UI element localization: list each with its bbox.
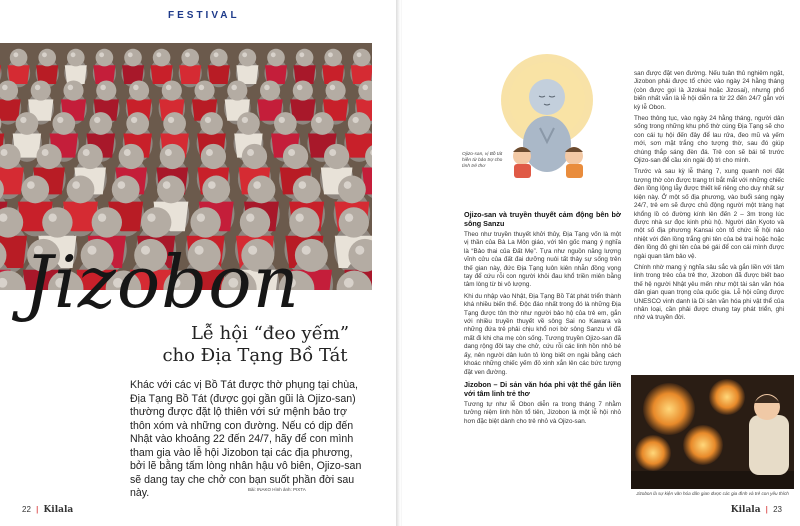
column-b-paragraph-4: Chính nhờ mang ý nghĩa sâu sắc và gắn liền với tâm linh trong trẻo của trẻ thơ, Jizobon đã được biết bao thế hệ người Nhật yêu mến như một tài sản văn hóa dân gian quan trọng của quốc gia. Lễ hội cũng được UNESCO vinh danh là Di sản văn hóa phi vật thể của nhân loại, cần phải được chung tay phát triển, ghi nhớ và truyền đời. — [634, 263, 784, 322]
article-title: Jizobon — [24, 240, 300, 324]
right-page — [402, 0, 800, 526]
page-number-right: 23 — [773, 505, 782, 514]
intro-paragraph: Khác với các vị Bồ Tát được thờ phụng tại chùa, Địa Tạng Bồ Tát (được gọi gần gũi là Ojizo-san) thường được đặt lộ thiên với sứ mệnh bảo trợ thôn xóm và những con đường. Nếu có dịp đến Nhật vào khoảng 22 đến 24/7, hãy để con mình tham gia vào lễ hội Jizobon tại các địa phương, bởi lẽ bằng tấm lòng nhân hậu vô biên, Ojizo-san sẽ dang tay che chở con bạn suốt phần đời sau này. — [130, 379, 362, 499]
article-subtitle-line2: cho Địa Tạng Bồ Tát — [162, 345, 348, 366]
column-a — [464, 210, 621, 429]
page-number-left: 22 — [22, 505, 31, 514]
lantern-child-image — [631, 375, 794, 489]
photo-caption: Jizobon là sự kiện văn hóa dân gian được các gia đình và trẻ con yêu thích — [636, 491, 789, 496]
column-a-heading-1: Ojizo-san và truyền thuyết cảm động bên bờ sông Sanzu — [464, 210, 621, 228]
section-label: FESTIVAL — [168, 10, 240, 21]
brand-right: Kilala — [730, 505, 761, 515]
brand-left: Kilala — [43, 505, 74, 515]
ojizo-illustration — [492, 52, 602, 182]
jizo-statue — [179, 49, 202, 88]
column-a-paragraph-1: Theo như truyền thuyết khởi thủy, Địa Tạng vốn là một vị thần của Bà La Môn giáo, với tên gốc mang ý nghĩa là “Bảo thai của Đất Mẹ”. Tựa như nguồn năng lượng vĩnh cửu của đất đai dưỡng nuôi tất thảy sự sống trên thế gian này, đức Địa Tạng luôn kiên nhẫn đồng vọng tay để cứu rỗi con người khỏi đau khổ triền miên bằng tâm lòng từ bi vô lượng. — [464, 231, 621, 289]
article-subtitle-line1: Lễ hội “đeo yếm” — [190, 323, 350, 344]
column-b-paragraph-1: san được đặt ven đường. Nếu tuân thủ nghiêm ngặt, Jizobon phải được tổ chức vào ngày 24 hằng tháng (còn được gọi là Jizokai hoặc Jizosai), nhưng phổ biến nhất vẫn là lễ hội diễn ra từ 22 đến 24/7 gắn với kỳ lễ Obon. — [634, 70, 784, 111]
column-a-paragraph-3: Tương tự như lễ Obon diễn ra trong tháng 7 nhằm tưởng niệm linh hồn tổ tiên, Jizobon là một lễ hội nhỏ hơn đặc biệt dành cho trẻ nhỏ và Ojizo-san. — [464, 400, 621, 425]
column-b-paragraph-2: Theo thông tục, vào ngày 24 hằng tháng, người dân sống trong những khu phố thờ cúng Địa Tạng sẽ cho con cái tụ hội đến đây để lau rửa, đeo mũ và yếm mới, sơn mặt trắng cho tượng thờ, sau đó giúp chúng thắp sáng đèn đá. Trẻ con sẽ bái tế trước Ojizo-san để cầu xin ngài độ trì cho mình. — [634, 115, 784, 165]
column-b-paragraph-3: Trước và sau kỳ lễ tháng 7, xung quanh nơi đặt tượng thờ còn được trang trí bắt mắt với những chiếc đèn lồng lộng lẫy được thiết kế riêng cho duy nhất sự kiện này. Ở một số địa phương, vào buổi sáng ngày 24/7, trẻ em sẽ được chủ động người một tràng hạt khổng lồ có đường kính lên đến 2 – 3m trong lúc được nhà sư đọc kinh phù hộ. Người dân Kyoto và một số địa phương Kansai còn tổ chức lễ hội náo nhiệt với đèn lồng trắng ghi tên của bé trai hoặc hoặc đèn lồng đỏ ghi tên của bé gái để con cái mình được ngài quan tâm bảo vệ. — [634, 168, 784, 260]
lantern-child-photo — [631, 375, 794, 489]
column-a-heading-2: Jizobon – Di sản văn hóa phi vật thể gắn liền với tâm linh trẻ thơ — [464, 379, 621, 398]
article-credits: Bài: INAKO Hình ảnh: PIXTA — [248, 487, 306, 492]
column-b — [634, 70, 784, 326]
left-page — [0, 0, 398, 526]
jizo-statue — [207, 49, 230, 88]
illustration-caption: Ojizo-san, vị Bồ tát hiền từ bảo trợ cho tình trẻ thơ — [462, 152, 503, 169]
folio-right: Kilala | 23 — [730, 505, 782, 515]
column-a-paragraph-2: Khi du nhập vào Nhật, Địa Tạng Bồ Tát phát triển thành khá nhiều biến thể. Độc đáo nhất trong đó là những Địa Tạng được tôn thờ như người bảo hộ của trẻ em, gắn với nhiều truyền thuyết về sông Sai no Kawara và những đứa trẻ phải chịu khổ nơi bờ sông Sanzu vì đã mất đi khi cha mẹ còn sống. Tương truyền Ojizo-san đã dang rộng đôi tay che chở, cứu rỗi các linh hồn nhỏ bé ấy, nên người dân luôn tỏ lòng biết ơn ngài bằng cách khoác những chiếc yếm đỏ xinh xắn lên các bức tượng đặt ven đường. — [464, 292, 621, 376]
folio-left: 22 | Kilala — [22, 505, 74, 515]
